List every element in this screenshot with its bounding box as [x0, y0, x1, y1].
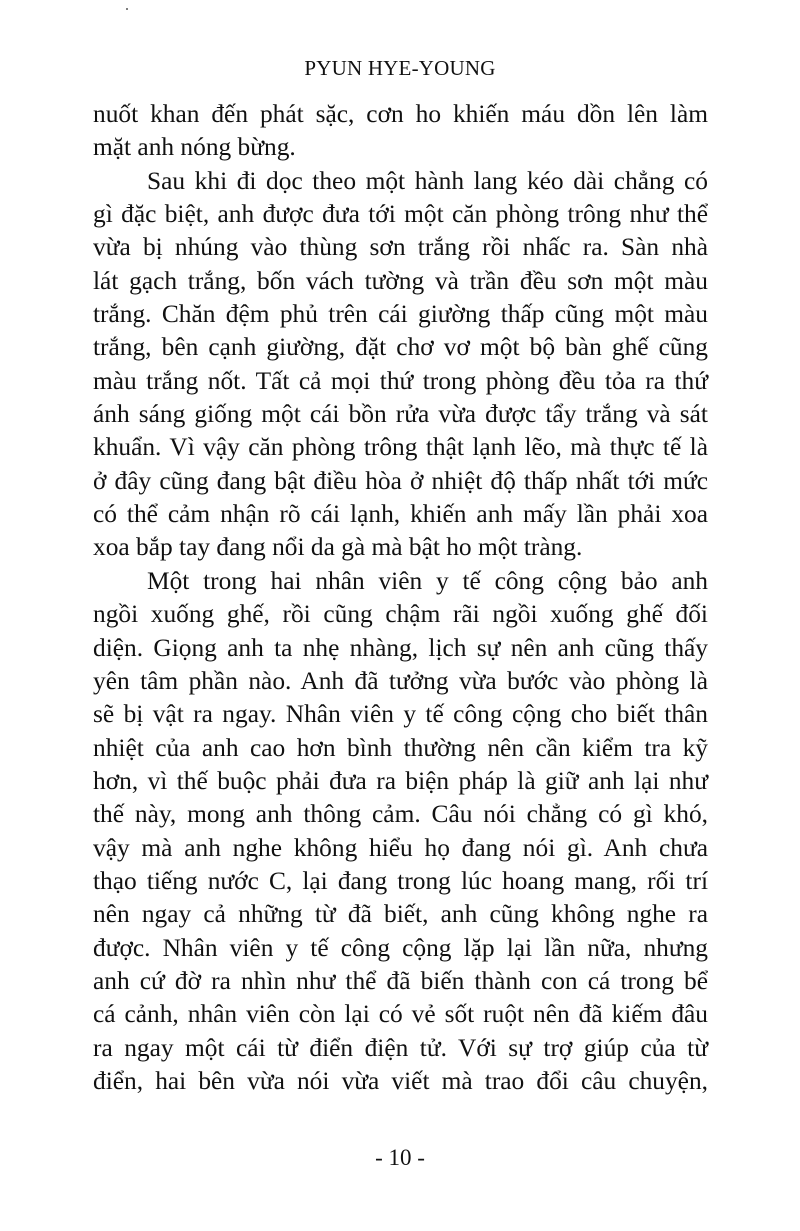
text-line: có thể cảm nhận rõ cái lạnh, khiến anh mấy lần phải xoa — [93, 500, 708, 529]
running-header-author: PYUN HYE-YOUNG — [304, 56, 496, 80]
text-line: sẽ bị vật ra ngay. Nhân viên y tế công cộng cho biết thân — [93, 700, 708, 729]
body-text — [93, 98, 708, 1098]
text-line: thạo tiếng nước C, lại đang trong lúc hoang mang, rối trí — [93, 866, 708, 895]
text-line: hơn, vì thế buộc phải đưa ra biện pháp là giữ anh lại như — [93, 766, 708, 795]
text-line: trắng. Chăn đệm phủ trên cái giường thấp cũng một màu — [93, 300, 708, 329]
text-line: trắng, bên cạnh giường, đặt chơ vơ một bộ bàn ghế cũng — [93, 333, 708, 362]
text-line: lát gạch trắng, bốn vách tường và trần đều sơn một màu — [93, 266, 708, 295]
text-line: Sau khi đi dọc theo một hành lang kéo dài chẳng có — [147, 166, 708, 195]
text-line: màu trắng nốt. Tất cả mọi thứ trong phòng đều tỏa ra thứ — [93, 366, 708, 395]
text-line: nên ngay cả những từ đã biết, anh cũng không nghe ra — [93, 900, 708, 929]
text-line: ngồi xuống ghế, rồi cũng chậm rãi ngồi xuống ghế đối — [93, 600, 708, 629]
text-line: ở đây cũng đang bật điều hòa ở nhiệt độ thấp nhất tới mức — [93, 466, 708, 495]
text-line: được. Nhân viên y tế công cộng lặp lại lần nữa, nhưng — [93, 933, 708, 962]
text-line: nhiệt của anh cao hơn bình thường nên cần kiểm tra kỹ — [93, 733, 708, 762]
text-line: vậy mà anh nghe không hiểu họ đang nói gì. Anh chưa — [93, 833, 708, 862]
text-line: gì đặc biệt, anh được đưa tới một căn phòng trông như thể — [93, 200, 708, 229]
text-line: ánh sáng giống một cái bồn rửa vừa được tẩy trắng và sát — [93, 400, 708, 429]
text-line: ra ngay một cái từ điển điện tử. Với sự trợ giúp của từ — [93, 1033, 708, 1062]
page-number: - 10 - — [375, 1145, 425, 1170]
text-line: vừa bị nhúng vào thùng sơn trắng rồi nhấc ra. Sàn nhà — [93, 233, 708, 262]
text-line: xoa bắp tay đang nổi da gà mà bật ho một tràng. — [93, 533, 583, 562]
text-line: cá cảnh, nhân viên còn lại có vẻ sốt ruột nên đã kiếm đâu — [93, 1000, 708, 1029]
text-line: mặt anh nóng bừng. — [93, 133, 296, 162]
text-line: anh cứ đờ ra nhìn như thể đã biến thành con cá trong bể — [93, 966, 708, 995]
scan-speck — [126, 8, 128, 10]
text-line: yên tâm phần nào. Anh đã tưởng vừa bước vào phòng là — [93, 666, 708, 695]
text-line: Một trong hai nhân viên y tế công cộng bảo anh — [147, 566, 708, 595]
text-line: thế này, mong anh thông cảm. Câu nói chẳng có gì khó, — [93, 800, 708, 829]
text-line: khuẩn. Vì vậy căn phòng trông thật lạnh lẽo, mà thực tế là — [93, 433, 708, 462]
text-line: điển, hai bên vừa nói vừa viết mà trao đổi câu chuyện, — [93, 1066, 708, 1095]
text-line: diện. Giọng anh ta nhẹ nhàng, lịch sự nên anh cũng thấy — [93, 633, 708, 662]
text-line: nuốt khan đến phát sặc, cơn ho khiến máu dồn lên làm — [93, 100, 708, 128]
